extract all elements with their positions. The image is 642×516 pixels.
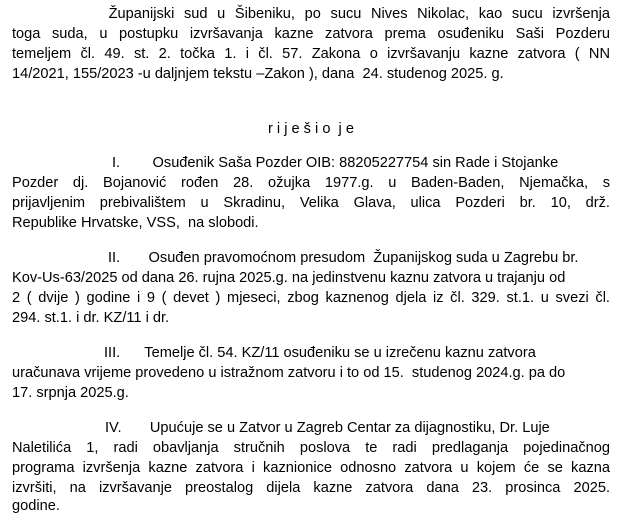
intro-line-3: temeljem čl. 49. st. 2. točka 1. i čl. 57. Zakona o izvršavanju kazne zatvora ( NN [12, 46, 610, 62]
section-4-line-3: programa izvršenja kazne zatvora i kaznionice odnosno zatvora u kojem će se kazna [12, 460, 610, 476]
section-4-line-2: Naletilića 1, radi obavljanja stručnih poslova te radi predlaganja pojedinačnog [12, 440, 610, 456]
section-3-line-3: 17. srpnja 2025.g. [12, 385, 129, 401]
section-1-line-4: Republike Hrvatske, VSS, na slobodi. [12, 215, 259, 231]
section-2-line-4: 294. st.1. i dr. KZ/11 i dr. [12, 310, 170, 326]
section-1-line-1: I. Osuđenik Saša Pozder OIB: 88205227754 sin Rade i Stojanke [112, 155, 559, 171]
section-2-line-3: 2 ( dvije ) godine i 9 ( devet ) mjeseci, zbog kaznenog djela iz čl. 329. st.1. u svezi čl. [12, 290, 610, 306]
section-1-line-3: prijavljenim prebivalištem u Skradinu, Velika Glava, ulica Pozderi br. 10, drž. [12, 195, 610, 211]
section-4-line-1: IV. Upućuje se u Zatvor u Zagreb Centar za dijagnostiku, Dr. Luje [105, 420, 550, 436]
ruling-heading: r i j e š i o j e [268, 121, 354, 137]
section-2-line-2: Kov-Us-63/2025 od dana 26. rujna 2025.g. na jedinstvenu kaznu zatvora u trajanju od [12, 270, 566, 286]
section-1-line-2: Pozder dj. Bojanović rođen 28. ožujka 1977.g. u Baden-Baden, Njemačka, s [12, 175, 610, 191]
section-4-line-5: godine. [12, 498, 60, 514]
section-4-line-4: izvršiti, na izvršavanje preostalog dijela kazne zatvora dana 23. prosinca 2025. [12, 480, 610, 496]
intro-line-1: Županijski sud u Šibeniku, po sucu Nives Nikolac, kao sucu izvršenja [12, 6, 610, 22]
section-3-line-1: III. Temelje čl. 54. KZ/11 osuđeniku se u izrečenu kaznu zatvora [104, 345, 536, 361]
section-3-line-2: uračunava vrijeme provedeno u istražnom zatvoru i to od 15. studenog 2024.g. pa do [12, 365, 566, 381]
intro-line-4: 14/2021, 155/2023 -u daljnjem tekstu –Zakon ), dana 24. studenog 2025. g. [12, 66, 504, 82]
intro-line-2: toga suda, u postupku izvršavanja kazne zatvora prema osuđeniku Saši Pozderu [12, 26, 610, 42]
section-2-line-1: II. Osuđen pravomoćnom presudom Županijskog suda u Zagrebu br. [108, 250, 579, 266]
